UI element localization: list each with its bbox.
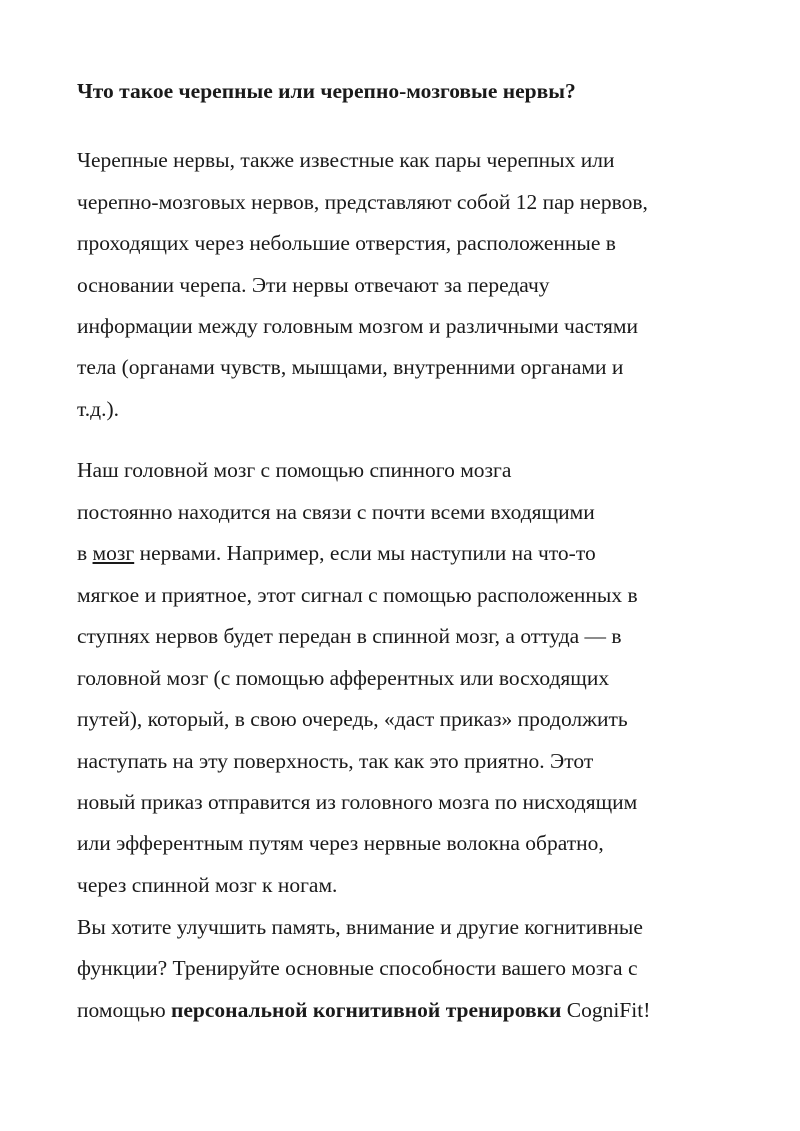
paragraph-2-line: ступнях нервов будет передан в спинной мозг, а оттуда — в	[77, 624, 622, 648]
bold-training-phrase: персональной когнитивной тренировки	[171, 998, 562, 1022]
brain-link[interactable]: мозг	[92, 541, 135, 565]
paragraph-1-line: проходящих через небольшие отверстия, расположенные в	[77, 231, 616, 255]
paragraph-1-line: основании черепа. Эти нервы отвечают за передачу	[77, 273, 550, 297]
paragraph-3-line: функции? Тренируйте основные способности вашего мозга с	[77, 956, 638, 980]
paragraph-2-line	[77, 538, 777, 568]
page-title: Что такое черепные или черепно-мозговые нервы?	[77, 79, 576, 103]
paragraph-1-line: тела (органами чувств, мышцами, внутренними органами и	[77, 355, 624, 379]
paragraph-2-line: новый приказ отправится из головного мозга по нисходящим	[77, 790, 638, 814]
paragraph-1-line: информации между головным мозгом и различными частями	[77, 314, 639, 338]
paragraph-3-line	[77, 995, 777, 1025]
text-fragment: помощью	[77, 998, 171, 1022]
paragraph-1-line: т.д.).	[77, 397, 120, 421]
paragraph-2-line: Наш головной мозг с помощью спинного мозга	[77, 458, 512, 482]
text-fragment: CogniFit!	[561, 998, 651, 1022]
paragraph-1-line: Черепные нервы, также известные как пары черепных или	[77, 148, 615, 172]
paragraph-1-line: черепно-мозговых нервов, представляют собой 12 пар нервов,	[77, 190, 648, 214]
paragraph-2-line: путей), который, в свою очередь, «даст приказ» продолжить	[77, 707, 628, 731]
text-fragment: в	[77, 541, 93, 565]
paragraph-2-line: или эфферентным путям через нервные волокна обратно,	[77, 831, 604, 855]
paragraph-2-line: через спинной мозг к ногам.	[77, 873, 338, 897]
paragraph-3-line: Вы хотите улучшить память, внимание и другие когнитивные	[77, 915, 643, 939]
paragraph-2-line: мягкое и приятное, этот сигнал с помощью расположенных в	[77, 583, 638, 607]
paragraph-2-line: головной мозг (с помощью афферентных или восходящих	[77, 666, 610, 690]
paragraph-2-line: наступать на эту поверхность, так как это приятно. Этот	[77, 749, 594, 773]
paragraph-2-line: постоянно находится на связи с почти всеми входящими	[77, 500, 595, 524]
text-fragment: нервами. Например, если мы наступили на что-то	[134, 541, 596, 565]
